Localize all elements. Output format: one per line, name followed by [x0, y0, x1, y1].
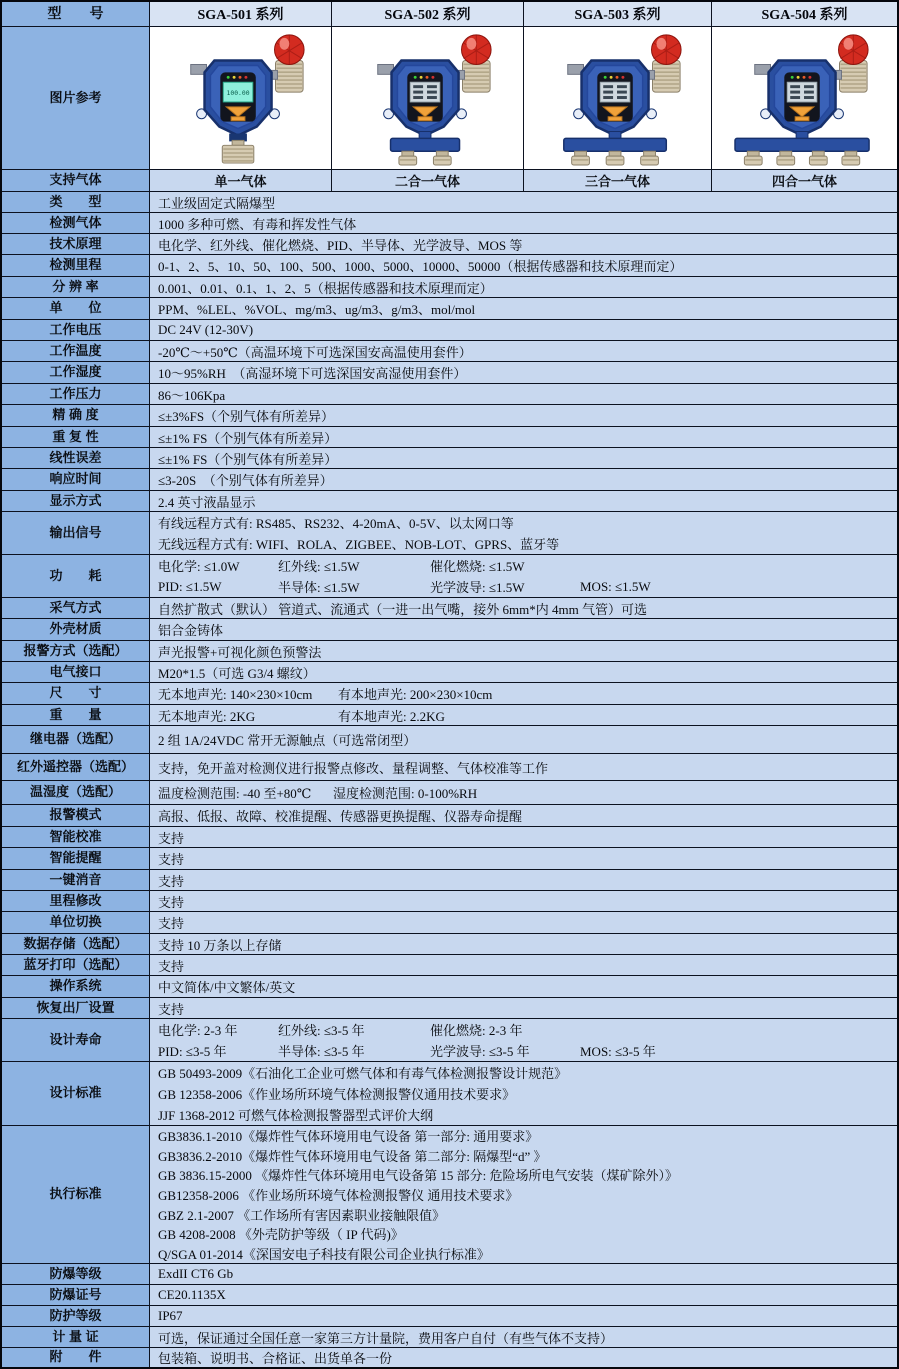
row-value — [150, 384, 897, 404]
spec-row — [2, 619, 897, 641]
value-line — [158, 1348, 897, 1367]
value-line — [158, 662, 897, 682]
spec-row — [2, 662, 897, 683]
gas-row-label: 支持气体 — [2, 170, 150, 191]
value-text: ≤±3%FS（个别气体有所差异） — [158, 409, 335, 424]
product-image-sga504 — [712, 27, 897, 169]
spec-row — [2, 827, 897, 848]
spec-row — [2, 781, 897, 805]
gas-detector-illustration — [157, 29, 325, 167]
value-text: 光学波导: ≤1.5W — [430, 580, 525, 595]
row-value — [150, 1019, 897, 1061]
value-line — [158, 1019, 897, 1040]
row-label: 检测气体 — [2, 213, 150, 233]
value-text: 支持 — [158, 830, 185, 846]
value-text: 温度检测范围: -40 至+80℃ — [158, 786, 312, 801]
value-text: ≤±1% FS（个别气体有所差异） — [158, 430, 338, 446]
row-value — [150, 448, 897, 468]
value-text: GB3836.1-2010《爆炸性气体环境用电气设备 第一部分: 通用要求》 — [158, 1129, 539, 1145]
spec-row — [2, 754, 897, 781]
value-text: 可选，保证通过全国任意一家第三方计量院，费用客户自付（有些气体不支持） — [158, 1330, 614, 1346]
row-label: 一键消音 — [2, 870, 150, 890]
spec-row — [2, 298, 897, 320]
value-text: 电化学: ≤1.0W — [158, 559, 240, 574]
row-label: 恢复出厂设置 — [2, 998, 150, 1018]
value-text: 0-1、2、5、10、50、100、500、1000、5000、10000、50000（根据传感器和技术原理而定） — [158, 259, 683, 274]
gas-type-sga503: 三合一气体 — [524, 170, 712, 191]
row-value — [150, 998, 897, 1018]
row-label: 显示方式 — [2, 491, 150, 511]
spec-row — [2, 427, 897, 448]
value-line — [158, 192, 897, 212]
value-line — [158, 1306, 897, 1326]
value-line — [158, 341, 897, 361]
row-value — [150, 1062, 897, 1125]
value-text: CE20.1135X — [158, 1287, 226, 1302]
value-line — [158, 405, 897, 426]
value-line — [158, 277, 897, 297]
spec-row — [2, 1264, 897, 1285]
value-line — [158, 955, 897, 975]
value-text: 支持 — [158, 873, 185, 889]
value-line — [158, 934, 897, 954]
row-value — [150, 1285, 897, 1305]
row-label: 单 位 — [2, 298, 150, 319]
spec-row — [2, 362, 897, 384]
header-model-sga501: SGA-501 系列 — [150, 2, 332, 26]
value-line — [158, 469, 897, 490]
value-line — [158, 1243, 897, 1263]
value-text: 无线远程方式有: WIFI、ROLA、ZIGBEE、NOB-LOT、GPRS、蓝牙等 — [158, 537, 560, 552]
value-text: 催化燃烧: 2-3 年 — [430, 1023, 523, 1038]
value-text: 支持 10 万条以上存储 — [158, 937, 282, 953]
value-text: 无本地声光: 2KG — [158, 708, 256, 724]
value-text: ExdII CT6 Gb — [158, 1266, 234, 1281]
row-label: 操作系统 — [2, 976, 150, 997]
value-line — [158, 619, 897, 640]
value-line — [158, 298, 897, 319]
row-label: 线性误差 — [2, 448, 150, 468]
gas-detector-illustration — [344, 29, 512, 167]
header-model-sga502: SGA-502 系列 — [332, 2, 524, 26]
row-label: 红外遥控器（选配） — [2, 754, 150, 780]
row-value — [150, 934, 897, 954]
value-text: GB 12358-2006《作业场所环境气体检测报警仪通用技术要求》 — [158, 1087, 516, 1102]
value-line — [158, 1040, 897, 1061]
row-label: 计 量 证 — [2, 1327, 150, 1347]
row-label: 防爆等级 — [2, 1264, 150, 1284]
row-label: 工作湿度 — [2, 362, 150, 383]
row-label: 里程修改 — [2, 891, 150, 911]
row-label: 类 型 — [2, 192, 150, 212]
product-image-sga501 — [150, 27, 332, 169]
spec-row — [2, 683, 897, 705]
row-label: 温湿度（选配） — [2, 781, 150, 804]
row-value — [150, 641, 897, 661]
value-line — [158, 705, 897, 725]
value-line — [158, 912, 897, 933]
value-text: 2.4 英寸液晶显示 — [158, 494, 256, 510]
row-value — [150, 555, 897, 597]
gas-type-sga504: 四合一气体 — [712, 170, 897, 191]
value-text: 10～95%RH （高湿环境下可选深国安高湿使用套件） — [158, 366, 467, 381]
row-label: 重 量 — [2, 705, 150, 725]
row-value — [150, 1348, 897, 1367]
product-image-sga503 — [524, 27, 712, 169]
spec-row — [2, 384, 897, 405]
spec-row — [2, 641, 897, 662]
row-value — [150, 912, 897, 933]
value-line — [158, 891, 897, 911]
value-text: GBZ 2.1-2007 《工作场所有害因素职业接触限值》 — [158, 1207, 446, 1223]
value-text: 中文简体/中文繁体/英文 — [158, 980, 296, 995]
row-label: 功 耗 — [2, 555, 150, 597]
spec-row — [2, 1348, 897, 1367]
row-label: 工作温度 — [2, 341, 150, 361]
row-value — [150, 870, 897, 890]
row-label: 重 复 性 — [2, 427, 150, 447]
row-label: 蓝牙打印（选配） — [2, 955, 150, 975]
value-line — [158, 555, 897, 576]
product-image-row — [2, 27, 897, 170]
value-line — [158, 827, 897, 847]
spec-row — [2, 1285, 897, 1306]
value-text: 支持 — [158, 852, 185, 867]
row-value — [150, 754, 897, 780]
row-label: 尺 寸 — [2, 683, 150, 704]
value-text: MOS: ≤3-5 年 — [580, 1044, 656, 1059]
row-value — [150, 1264, 897, 1284]
row-label: 执行标准 — [2, 1126, 150, 1263]
row-value — [150, 362, 897, 383]
row-value — [150, 427, 897, 447]
row-value — [150, 1306, 897, 1326]
value-text: ≤3-20S （个别气体有所差异） — [158, 473, 333, 488]
row-label: 报警模式 — [2, 805, 150, 826]
spec-row — [2, 912, 897, 934]
row-value — [150, 1327, 897, 1347]
row-value — [150, 512, 897, 554]
value-line — [158, 1224, 897, 1244]
spec-row — [2, 255, 897, 277]
row-label: 工作电压 — [2, 320, 150, 340]
row-label: 检测里程 — [2, 255, 150, 276]
row-label: 继电器（选配） — [2, 726, 150, 753]
header-model-sga503: SGA-503 系列 — [524, 2, 712, 26]
value-text: 电化学: 2-3 年 — [158, 1023, 238, 1038]
value-text: GB3836.2-2010《爆炸性气体环境用电气设备 第二部分: 隔爆型“d” 》 — [158, 1148, 547, 1164]
row-label: 电气接口 — [2, 662, 150, 682]
value-line — [158, 1146, 897, 1166]
row-label: 工作压力 — [2, 384, 150, 404]
row-label: 输出信号 — [2, 512, 150, 554]
svg-text:100.00: 100.00 — [225, 89, 250, 98]
row-value — [150, 683, 897, 704]
spec-row — [2, 1327, 897, 1348]
value-line — [158, 976, 897, 997]
gas-detector-illustration — [534, 29, 702, 167]
gas-type-sga501: 单一气体 — [150, 170, 332, 191]
spec-row — [2, 870, 897, 891]
value-text: PID: ≤3-5 年 — [158, 1044, 227, 1059]
spec-row — [2, 192, 897, 213]
value-line — [158, 448, 897, 468]
value-line — [158, 1104, 897, 1125]
row-value — [150, 469, 897, 490]
value-text: 工业级固定式隔爆型 — [158, 195, 276, 211]
header-model-label: 型 号 — [2, 2, 150, 26]
spec-row — [2, 891, 897, 912]
spec-row — [2, 726, 897, 754]
value-text: Q/SGA 01-2014《深国安电子科技有限公司企业执行标准》 — [158, 1246, 490, 1262]
value-text: 包装箱、说明书、合格证、出货单各一份 — [158, 1351, 393, 1366]
spec-row — [2, 705, 897, 726]
row-label: 技术原理 — [2, 234, 150, 254]
row-value — [150, 619, 897, 640]
value-text: 支持 — [158, 916, 185, 931]
value-line — [158, 427, 897, 447]
image-row-label: 图片参考 — [2, 27, 150, 169]
value-text: IP67 — [158, 1308, 183, 1323]
row-value — [150, 848, 897, 869]
value-line — [158, 255, 897, 276]
row-value — [150, 662, 897, 682]
row-label: 智能校准 — [2, 827, 150, 847]
spec-row — [2, 277, 897, 298]
value-text: 1000 多种可燃、有毒和挥发性气体 — [158, 216, 357, 232]
spec-row — [2, 934, 897, 955]
value-text: 催化燃烧: ≤1.5W — [430, 559, 525, 574]
value-line — [158, 1327, 897, 1347]
value-text: 高报、低报、故障、校准提醒、传感器更换提醒、仪器寿命提醒 — [158, 809, 523, 824]
value-line — [158, 1264, 897, 1284]
value-line — [158, 754, 897, 780]
spec-row — [2, 1126, 897, 1264]
row-value — [150, 213, 897, 233]
value-line — [158, 384, 897, 404]
value-text: 支持 — [158, 1001, 185, 1017]
row-label: 防爆证号 — [2, 1285, 150, 1305]
row-label: 设计标准 — [2, 1062, 150, 1125]
value-text: 2 组 1A/24VDC 常开无源触点（可选常闭型） — [158, 733, 417, 748]
spec-row — [2, 469, 897, 491]
table-header-row — [2, 2, 897, 27]
value-text: ≤±1% FS（个别气体有所差异） — [158, 451, 338, 467]
row-label: 单位切换 — [2, 912, 150, 933]
spec-row — [2, 320, 897, 341]
value-text: 半导体: ≤1.5W — [278, 580, 360, 595]
spec-row — [2, 555, 897, 598]
value-text: 无本地声光: 140×230×10cm — [158, 687, 313, 702]
value-line — [158, 641, 897, 661]
value-text: 湿度检测范围: 0-100%RH — [333, 786, 478, 801]
value-text: JJF 1368-2012 可燃气体检测报警器型式评价大纲 — [158, 1108, 434, 1123]
row-label: 智能提醒 — [2, 848, 150, 869]
spec-row — [2, 976, 897, 998]
value-text: 支持 — [158, 894, 185, 910]
spec-row — [2, 598, 897, 619]
spec-row — [2, 512, 897, 555]
value-text: M20*1.5（可选 G3/4 螺纹） — [158, 665, 316, 681]
spec-row — [2, 848, 897, 870]
spec-row — [2, 805, 897, 827]
value-text: 电化学、红外线、催化燃烧、PID、半导体、光学波导、MOS 等 — [158, 237, 523, 253]
row-value — [150, 705, 897, 725]
value-text: 半导体: ≤3-5 年 — [278, 1044, 365, 1059]
spec-row — [2, 213, 897, 234]
value-text: 86～106Kpa — [158, 387, 226, 403]
value-line — [158, 320, 897, 340]
value-text: GB 3836.15-2000 《爆炸性气体环境用电气设备第 15 部分: 危险场所电气安装（煤矿除外）》 — [158, 1168, 679, 1184]
row-label: 报警方式（选配） — [2, 641, 150, 661]
gas-detector-illustration — [721, 29, 889, 167]
spec-row — [2, 1062, 897, 1126]
value-line — [158, 1062, 897, 1083]
value-line — [158, 533, 897, 554]
row-value — [150, 1126, 897, 1263]
value-line — [158, 848, 897, 869]
spec-row — [2, 234, 897, 255]
gas-type-sga502: 二合一气体 — [332, 170, 524, 191]
row-label: 附 件 — [2, 1348, 150, 1367]
spec-row — [2, 998, 897, 1019]
value-text: -20℃～+50℃（高温环境下可选深国安高温使用套件） — [158, 344, 472, 360]
value-text: 有线远程方式有: RS485、RS232、4-20mA、0-5V、以太网口等 — [158, 516, 514, 531]
spec-row — [2, 955, 897, 976]
value-text: 红外线: ≤3-5 年 — [278, 1023, 365, 1038]
row-label: 采气方式 — [2, 598, 150, 618]
value-text: GB 50493-2009《石油化工企业可燃气体和有毒气体检测报警设计规范》 — [158, 1066, 568, 1081]
value-text: DC 24V (12-30V) — [158, 322, 254, 337]
value-line — [158, 1204, 897, 1224]
value-line — [158, 805, 897, 826]
value-text: 铝合金铸体 — [158, 623, 224, 638]
value-text: 支持，免开盖对检测仪进行报警点修改、量程调整、气体校准等工作 — [158, 760, 549, 776]
value-text: GB 4208-2008 《外壳防护等级（ IP 代码)》 — [158, 1227, 404, 1243]
value-text: 光学波导: ≤3-5 年 — [430, 1044, 530, 1059]
value-text: PPM、%LEL、%VOL、mg/m3、ug/m3、g/m3、mol/mol — [158, 302, 476, 317]
row-value — [150, 598, 897, 618]
value-text: GB12358-2006 《作业场所环境气体检测报警仪 通用技术要求》 — [158, 1188, 519, 1203]
value-line — [158, 683, 897, 704]
value-line — [158, 781, 897, 804]
row-value — [150, 341, 897, 361]
row-value — [150, 891, 897, 911]
value-line — [158, 598, 897, 618]
row-value — [150, 405, 897, 426]
value-line — [158, 234, 897, 254]
row-value — [150, 491, 897, 511]
value-text: MOS: ≤1.5W — [580, 578, 651, 594]
value-line — [158, 512, 897, 533]
spec-row — [2, 405, 897, 427]
value-line — [158, 1285, 897, 1305]
spec-row — [2, 341, 897, 362]
value-line — [158, 1165, 897, 1185]
row-value — [150, 955, 897, 975]
value-line — [158, 491, 897, 511]
row-value — [150, 781, 897, 804]
spec-rows-container — [2, 192, 897, 1367]
spec-row — [2, 491, 897, 512]
value-line — [158, 998, 897, 1018]
product-image-sga502 — [332, 27, 524, 169]
value-line — [158, 362, 897, 383]
row-value — [150, 298, 897, 319]
row-label: 防护等级 — [2, 1306, 150, 1326]
row-value — [150, 805, 897, 826]
spec-row — [2, 448, 897, 469]
row-value — [150, 277, 897, 297]
spec-row — [2, 1306, 897, 1327]
row-value — [150, 234, 897, 254]
value-line — [158, 1185, 897, 1205]
row-value — [150, 827, 897, 847]
row-value — [150, 320, 897, 340]
value-text: 0.001、0.01、0.1、1、2、5（根据传感器和技术原理而定） — [158, 280, 493, 296]
value-text: 支持 — [158, 958, 185, 974]
row-label: 分 辨 率 — [2, 277, 150, 297]
value-text: PID: ≤1.5W — [158, 578, 222, 594]
row-label: 响应时间 — [2, 469, 150, 490]
row-label: 外壳材质 — [2, 619, 150, 640]
value-text: 有本地声光: 2.2KG — [338, 708, 445, 724]
row-value — [150, 255, 897, 276]
header-model-sga504: SGA-504 系列 — [712, 2, 897, 26]
value-text: 有本地声光: 200×230×10cm — [338, 687, 493, 702]
value-line — [158, 726, 897, 753]
value-line — [158, 213, 897, 233]
gas-type-row — [2, 170, 897, 192]
value-line — [158, 870, 897, 890]
value-text: 自然扩散式（默认） 管道式、流通式（一进一出气嘴，接外 6mm*内 4mm 气管）可选 — [158, 601, 647, 617]
spec-row — [2, 1019, 897, 1062]
row-value — [150, 192, 897, 212]
row-value — [150, 976, 897, 997]
value-line — [158, 576, 897, 597]
value-line — [158, 1083, 897, 1104]
row-value — [150, 726, 897, 753]
value-line — [158, 1126, 897, 1146]
row-label: 设计寿命 — [2, 1019, 150, 1061]
row-label: 精 确 度 — [2, 405, 150, 426]
value-text: 声光报警+可视化颜色预警法 — [158, 644, 322, 660]
value-text: 红外线: ≤1.5W — [278, 559, 360, 574]
row-label: 数据存储（选配） — [2, 934, 150, 954]
